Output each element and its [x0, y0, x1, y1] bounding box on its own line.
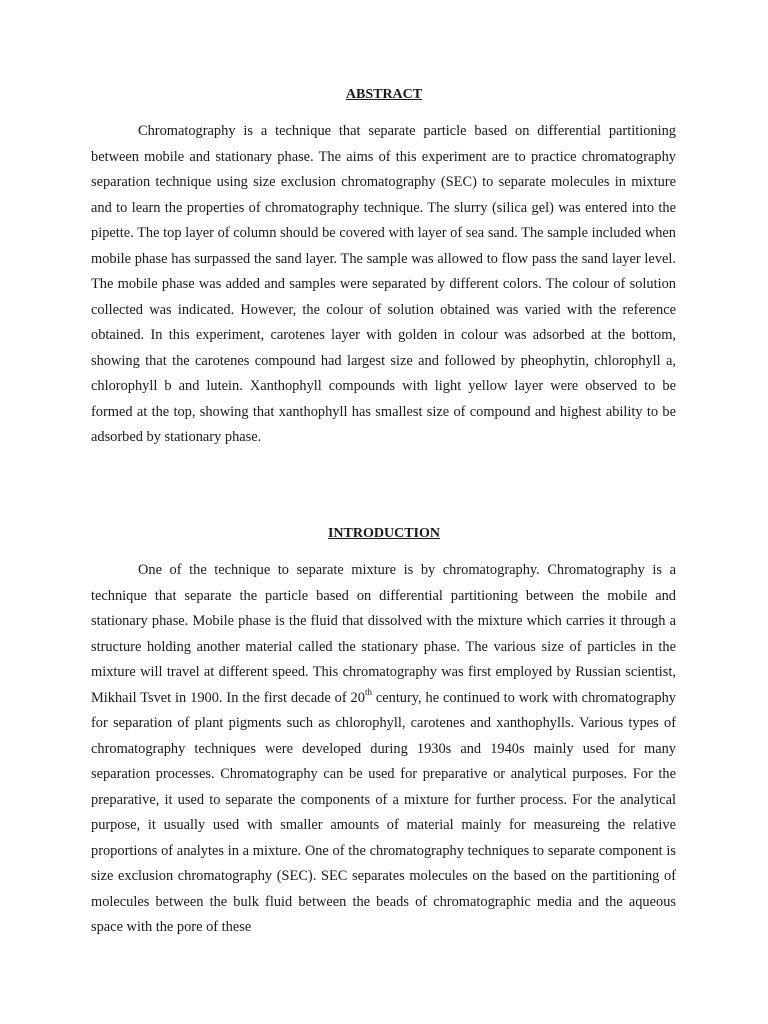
- abstract-heading: ABSTRACT: [345, 87, 423, 102]
- introduction-paragraph: [91, 558, 676, 941]
- introduction-heading: INTRODUCTION: [327, 526, 440, 541]
- abstract-paragraph: Chromatography is a technique that separate particle based on differential partitioning between mobile and stationary phase. The aims of this experiment are to practice chromatography separation technique using size exclusion chromatography (SEC) to separate molecules in mixture and to learn the properties of chromatography technique. The slurry (silica gel) was entered into the pipette. The top layer of column should be covered with layer of sea sand. The sample included when mobile phase has surpassed the sand layer. The sample was allowed to flow pass the sand layer level. The mobile phase was added and samples were separated by different colors. The colour of solution collected was indicated. However, the colour of solution obtained was varied with the reference obtained. In this experiment, carotenes layer with golden in colour was adsorbed at the bottom, showing that the carotenes compound had largest size and followed by pheophytin, chlorophyll a, chlorophyll b and lutein. Xanthophyll compounds with light yellow layer were observed to be formed at the top, showing that xanthophyll has smallest size of compound and highest ability to be adsorbed by stationary phase.: [91, 123, 676, 445]
- introduction-text-part2: century, he continued to work with chromatography for separation of plant pigments such as chlorophyll, carotenes and xanthophylls. Various types of chromatography techniques were developed during 1930s and 1940s mainly used for many separation processes. Chromatography can be used for preparative or analytical purposes. For the preparative, it used to separate the components of a mixture for further process. For the analytical purpose, it usually used with smaller amounts of material mainly for measureing the relative proportions of analytes in a mixture. One of the chromatography techniques to separate component is size exclusion chromatography (SEC). SEC separates molecules on the based on the partitioning of molecules between the bulk fluid between the beads of chromatographic media and the aqueous space with the pore of these: [91, 689, 676, 935]
- introduction-text-part1: One of the technique to separate mixture is by chromatography. Chromatography is a technique that separate the particle based on differential partitioning between the mobile and stationary phase. Mobile phase is the fluid that dissolved with the mixture which carries it through a structure holding another material called the stationary phase. The various size of particles in the mixture will travel at different speed. This chromatography was first employed by Russian scientist, Mikhail Tsvet in 1900. In the first decade of 20: [91, 562, 676, 706]
- ordinal-superscript: th: [364, 686, 372, 697]
